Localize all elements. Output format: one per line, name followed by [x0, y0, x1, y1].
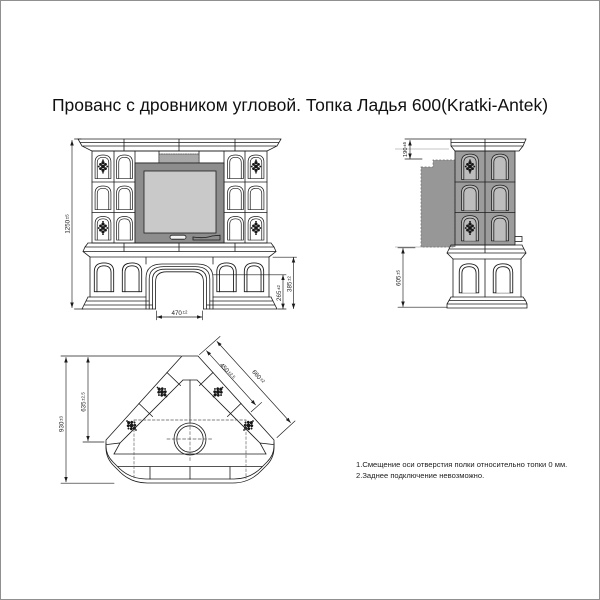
firebox-body-mass	[421, 160, 455, 247]
rosette-icon	[251, 221, 261, 235]
front-view-drawing	[62, 127, 298, 327]
dim-label: 660±2	[250, 368, 267, 384]
dimension-overall-height	[64, 139, 83, 309]
dimension-opening-width	[157, 310, 203, 320]
rosette-icon	[251, 159, 261, 173]
dim-label: 385±2	[286, 276, 294, 292]
firebox	[135, 163, 224, 243]
rosette-icon	[209, 383, 227, 401]
plan-view-drawing	[50, 336, 310, 506]
crown-molding	[451, 139, 526, 151]
side-column	[455, 151, 515, 245]
rosette-icon	[153, 383, 171, 401]
side-view-drawing	[393, 127, 533, 322]
note-line: 2.Заднее подключение невозможно.	[356, 471, 485, 480]
notes	[356, 459, 567, 481]
dim-label: 930±3	[58, 416, 66, 432]
firebox-glass	[144, 171, 216, 233]
base-section	[447, 259, 527, 308]
base-section	[82, 257, 277, 309]
dim-label: 265±2	[276, 285, 284, 301]
dim-label: $190^{\pm 5}$	[402, 141, 410, 158]
note-line: 1.Смещение оси отверстия полки относительно топки 0 мм.	[356, 460, 568, 469]
rosette-icon	[98, 159, 108, 173]
dimension-pedestal-height	[395, 248, 447, 307]
mantel-shelf	[447, 245, 526, 259]
flue-opening	[167, 380, 213, 462]
vent-grille	[159, 154, 199, 163]
dimension-overall-depth	[58, 356, 181, 483]
firebox-handle	[170, 235, 186, 239]
damper-knob	[515, 237, 522, 242]
drawing-title: Прованс с дровником угловой. Топка Ладья 600(Kratki-Antek)	[51, 95, 549, 115]
dim-label: 450±2.5	[217, 361, 237, 380]
dim-label: 470±2	[171, 309, 188, 317]
dim-label: 635±2.5	[80, 392, 88, 412]
dim-label: 1250±5	[64, 214, 72, 234]
crown-molding	[78, 139, 281, 151]
rosette-icon	[98, 221, 108, 235]
dimension-body-depth	[80, 358, 104, 443]
dim-label: 605±5	[395, 270, 403, 286]
mantel-shelf	[83, 243, 276, 257]
